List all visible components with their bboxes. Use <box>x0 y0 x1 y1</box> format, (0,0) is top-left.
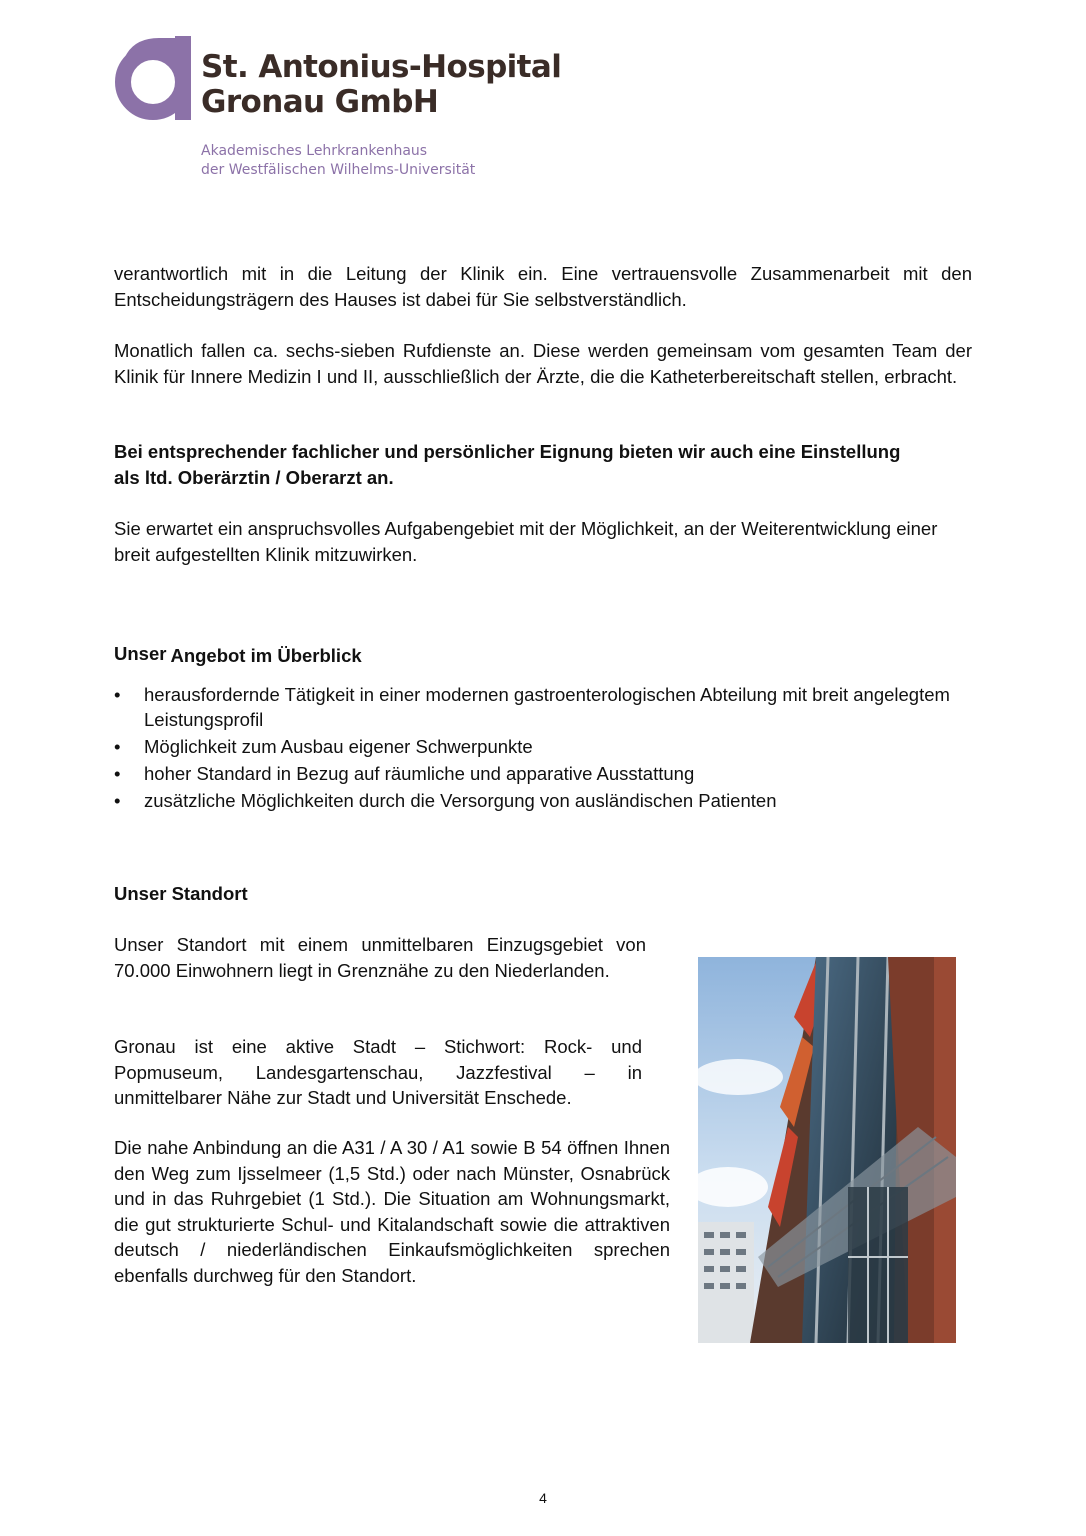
hospital-name-line2: Gronau GmbH <box>201 84 439 120</box>
page-number: 4 <box>539 1490 547 1506</box>
list-item: • herausfordernde Tätigkeit in einer modernen gastroenterologischen Abteilung mit breit angelegtem Leistungsprofil <box>114 684 950 730</box>
location-paragraph-2: Gronau ist eine aktive Stadt – Stichwort: Rock- und Popmuseum, Landesgartenschau, Jazzfestival – in unmittelbarer Nähe zur Stadt und Universität Enschede. <box>114 1036 642 1108</box>
list-item: • Möglichkeit zum Ausbau eigener Schwerpunkte <box>114 736 533 757</box>
hospital-logo <box>113 32 562 182</box>
intro-paragraph-bold: Bei entsprechender fachlicher und persönlicher Eignung bieten wir auch eine Einstellung als ltd. Oberärztin / Oberarzt an. <box>114 441 901 488</box>
antonius-a-plus-logo-icon <box>113 32 193 124</box>
bullet-icon: • <box>114 790 121 811</box>
hospital-name <box>201 50 561 120</box>
offer-heading-first-word: Unser <box>114 643 167 664</box>
offer-list <box>114 682 972 815</box>
building-photo-illustration <box>698 957 956 1343</box>
hospital-subtitle-line2: der Westfälischen Wilhelms-Universität <box>201 162 476 178</box>
bullet-icon: • <box>114 736 121 757</box>
offer-heading-rest: Angebot im Überblick <box>170 645 362 666</box>
hospital-subtitle <box>201 142 475 180</box>
intro-paragraph-1: verantwortlich mit in die Leitung der Klinik ein. Eine vertrauensvolle Zusammenarbeit mit den Entscheidungsträgern des Hauses ist dabei für Sie selbstverständlich. <box>114 263 972 310</box>
intro-paragraph-2: Monatlich fallen ca. sechs-sieben Rufdienste an. Diese werden gemeinsam vom gesamten Team der Klinik für Innere Medizin I und II, ausschließlich der Ärzte, die die Katheterbereitschaft stellen, erbracht. <box>114 340 972 387</box>
location-paragraph-1: Unser Standort mit einem unmittelbaren Einzugsgebiet von 70.000 Einwohnern liegt in Grenznähe zu den Niederlanden. <box>114 934 646 981</box>
location-paragraph-3: Die nahe Anbindung an die A31 / A 30 / A1 sowie B 54 öffnen Ihnen den Weg zum Ijsselmeer (1,5 Std.) oder nach Münster, Osnabrück und in das Ruhrgebiet (1 Std.). Die Situation am Wohnungsmarkt, die gut strukturierte Schul- und Kitalandschaft sowie die attraktiven deutsch / niederländischen Einkaufsmöglichkeiten sprechen ebenfalls durchweg für den Standort. <box>114 1137 670 1286</box>
bullet-icon: • <box>114 763 121 784</box>
intro-paragraph-4: Sie erwartet ein anspruchsvolles Aufgabengebiet mit der Möglichkeit, an der Weiterentwicklung einer breit aufgestellten Klinik mitzuwirken. <box>114 518 938 565</box>
bullet-icon: • <box>114 684 121 705</box>
list-item: • hoher Standard in Bezug auf räumliche und apparative Ausstattung <box>114 763 695 784</box>
hospital-building-photo <box>698 957 956 1343</box>
location-heading: Unser Standort <box>114 883 248 904</box>
hospital-name-line1: St. Antonius-Hospital <box>201 49 562 85</box>
hospital-subtitle-line1: Akademisches Lehrkrankenhaus <box>201 143 428 159</box>
offer-heading <box>114 643 362 668</box>
list-item: • zusätzliche Möglichkeiten durch die Versorgung von ausländischen Patienten <box>114 790 777 811</box>
